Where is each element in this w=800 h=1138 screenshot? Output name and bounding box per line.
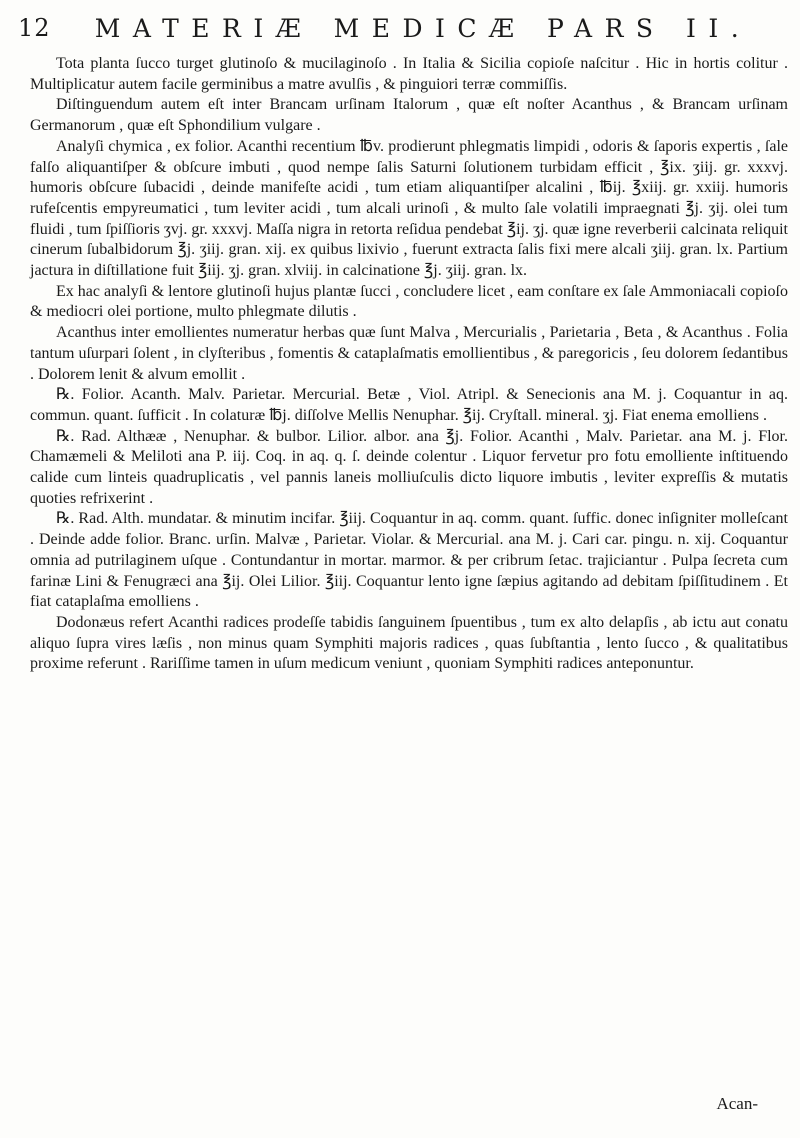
- running-head: MATERIÆ MEDICÆ PARS II.: [94, 14, 752, 43]
- paragraph-dodonaeus: Dodonæus refert Acanthi radices prodeſſe tabidis ſanguinem ſpuentibus , tum ex alto delapſis , ab ictu aut conatu aliquo ſupra vires læſis , non minus quam Symphiti majoris radices , quas ſubſtantia , lento ſucco , & qualitatibus proxime referunt . Rariſſime tamen in uſum medicum veniunt , quoniam Symphiti radices anteponuntur.: [30, 613, 788, 673]
- paragraph-emollient-uses: Acanthus inter emollientes numeratur herbas quæ ſunt Malva , Mercurialis , Parietaria , Beta , & Acanthus . Folia tantum uſurpari ſolent , in clyſteribus , fomentis & cataplaſmatis emollientibus , & paregoricis , ſeu dolorem ſedantibus . Dolorem lenit & alvum emollit .: [30, 324, 788, 383]
- body-text: [30, 54, 788, 675]
- recipe-cataplasm: ℞. Rad. Alth. mundatar. & minutim incifar. ℥iij. Coquantur in aq. comm. quant. ſuffic. donec inſigniter molleſcant . Deinde adde folior. Branc. urſin. Malvæ , Parietar. Violar. & Mercurial. ana M. j. Cari car. pingu. n. xij. Coquantur omnia ad putrilaginem uſque . Contundantur in mortar. marmor. & per cribrum ſetac. trajiciantur . Pulpa ſecreta cum farinæ Lini & Fenugræci ana ℥ij. Olei Lilior. ℥iij. Coquantur lento igne ſæpius agitando ad debitam ſpiſſitudinem . Et fiat cataplaſma emolliens .: [30, 510, 788, 611]
- recipe-fomentation: ℞. Rad. Althææ , Nenuphar. & bulbor. Lilior. albor. ana ℥j. Folior. Acanthi , Malv. Parietar. ana M. j. Flor. Chamæmeli & Meliloti ana P. iij. Coq. in aq. q. ſ. deinde colentur . Liquor fervetur pro fotu emolliente inſtituendo calide cum linteis quadruplicatis , vel pannis laneis molliuſculis dicto liquore imbutis , leviter expreſſis & mutatis quoties refrixerint .: [30, 427, 788, 507]
- recipe-enema: ℞. Folior. Acanth. Malv. Parietar. Mercurial. Betæ , Viol. Atripl. & Senecionis ana M. j. Coquantur in aq. commun. quant. ſufficit . In colaturæ ℔j. diſſolve Mellis Nenuphar. ℥ij. Cryſtall. mineral. ʒj. Fiat enema emolliens .: [30, 386, 788, 424]
- paragraph-conclusion: Ex hac analyſi & lentore glutinoſi hujus plantæ ſucci , concludere licet , eam conſtare ex ſale Ammoniacali copioſo & mediocri olei portione, multo phlegmate dilutis .: [30, 282, 788, 321]
- page-number: 12: [18, 14, 51, 42]
- paragraph-chemical-analysis: Analyſi chymica , ex folior. Acanthi recentium ℔v. prodierunt phlegmatis limpidi , odoris & ſaporis expertis , ſale falſo aliquantiſper & obſcure imbuti , quod nempe ſalis Saturni ſolutionem turbidam efficit , ℥ix. ʒiij. gr. xxxvj. humoris obſcure ſubacidi , deinde manifeſte acidi , tum etiam aliquantiſper alcalini , ℔ij. ℥xiij. gr. xxiij. humoris rufeſcentis empyreumatici , tum leviter acidi , tum alcali urinoſi , & multo ſale volatili impraegnati ℥j. ʒij. olei tum fluidi , tum ſpiſſioris ʒvj. gr. xxxvj. Maſſa nigra in retorta reſidua pendebat ℥ij. ʒj. quæ igne reverberii calcinata reliquit cinerum ſubalbidorum ℥j. ʒiij. gran. xij. ex quibus lixivio , fuerunt extracta ſalis fixi mere alcali ʒiij. gran. lx. Partium jactura in diſtillatione fuit ℥iij. ʒj. gran. xlviij. in calcinatione ℥j. ʒiij. gran. lx.: [30, 137, 788, 280]
- paragraph-description: Tota planta ſucco turget glutinoſo & mucilaginoſo . In Italia & Sicilia copioſe naſcitur . Hic in hortis colitur . Multiplicatur autem facile germinibus a matre avulſis , & pinguiori terræ commiſſis.: [30, 55, 788, 93]
- paragraph-distinction: Diſtinguendum autem eſt inter Brancam urſinam Italorum , quæ eſt noſter Acanthus , & Brancam urſinam Germanorum , quæ eſt Sphondilium vulgare .: [30, 96, 788, 135]
- page-header: [18, 14, 788, 48]
- catchword: Acan-: [716, 1094, 758, 1113]
